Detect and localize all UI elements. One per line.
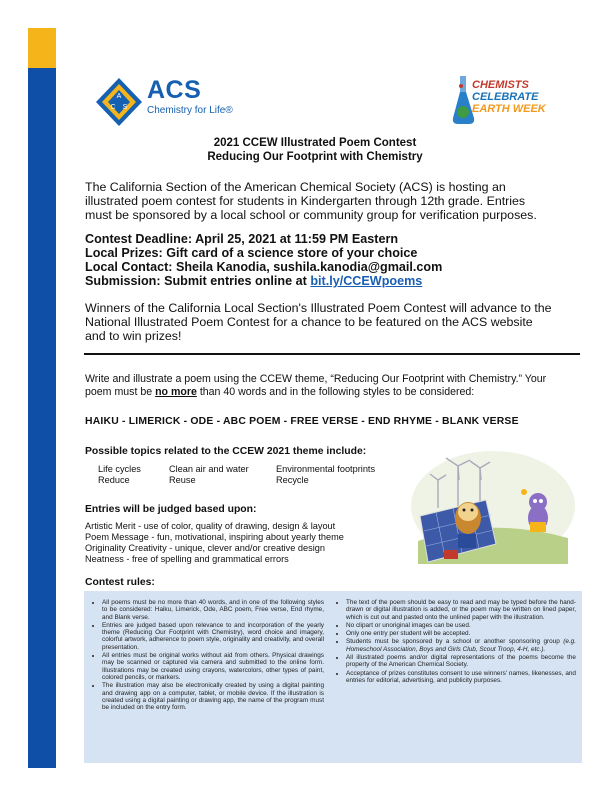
rule-item: • All illustrated poems and/or digital representations of the poems become the property of the American Chemical Society. — [346, 654, 576, 669]
contest-details — [85, 232, 442, 288]
rule-item — [346, 638, 576, 653]
ccew-line-celebrate: CELEBRATE — [472, 91, 539, 103]
rules-column-left — [90, 599, 324, 712]
contest-contact: Local Contact: Sheila Kanodia, sushila.kanodia@gmail.com — [85, 260, 443, 274]
emblem-letter-s: S — [122, 104, 128, 111]
rules-heading: Contest rules: — [85, 577, 155, 588]
instructions-emphasis: no more — [155, 386, 197, 398]
contest-submission — [85, 274, 442, 288]
solar-panel-illustration — [398, 446, 578, 574]
rule-item: • All entries must be original works without aid from others. Physical drawings may be scanned or captured via camera and submitted to the online form. Illustrations may be created using crayons, watercolors, other types of paint, colored pencils, or markers. — [102, 652, 324, 681]
topic-item: Reduce — [98, 475, 130, 485]
ccew-line-earth-week: EARTH WEEK — [472, 103, 546, 115]
judging-heading: Entries will be judged based upon: — [85, 504, 257, 515]
emblem-letter-c: C — [110, 104, 116, 111]
acs-wordmark: ACS — [147, 76, 202, 104]
judging-item: Poem Message - fun, motivational, inspiring about yearly theme — [85, 532, 344, 542]
topics-column-3 — [276, 464, 375, 486]
rules-column-right — [334, 599, 576, 685]
judging-list — [85, 521, 344, 565]
title-line-2: Reducing Our Footprint with Chemistry — [207, 151, 423, 163]
rule-item: • Acceptance of prizes constitutes consent to use winners' names, likenesses, and entries for editorial, advertising, and publicity purposes. — [346, 670, 576, 685]
submission-label: Submission: Submit entries online at — [85, 274, 311, 288]
instructions-part-1: Write and illustrate a poem using the CCEW theme, “Reducing Our Footprint with Chemistry.” Your poem must be — [85, 373, 547, 398]
title-line-1: 2021 CCEW Illustrated Poem Contest — [213, 137, 417, 149]
ccew-line-chemists: CHEMISTS — [472, 79, 529, 91]
rule-item: • All poems must be no more than 40 words, and in one of the following styles to be considered: Haiku, Limerick, Ode, ABC poem, Free verse, End rhyme, and Blank verse. — [102, 599, 324, 621]
acs-emblem-icon — [94, 76, 144, 128]
judging-item: Originality Creativity - unique, clever and/or creative design — [85, 543, 326, 553]
ccew-logo — [452, 72, 572, 132]
topic-item: Reuse — [169, 475, 196, 485]
rule-sponsor-example: (e.g. Homeschool Association, Boys and Girls Club, Scout Troop, 4-H, etc.). — [346, 638, 576, 653]
page-title — [80, 136, 550, 164]
contest-prizes: Local Prizes: Gift card of a science store of your choice — [85, 246, 418, 260]
contest-deadline: Contest Deadline: April 25, 2021 at 11:59 PM Eastern — [85, 232, 399, 246]
judging-item: Neatness - free of spelling and grammatical errors — [85, 554, 289, 564]
rule-item: • No clipart or unoriginal images can be used. — [346, 622, 576, 629]
acs-logo — [94, 76, 254, 128]
rule-item: • The text of the poem should be easy to read and may be typed before the hand-drawn or digital illustration is added, or the poem may be written on lined paper, which is cut out and pasted onto the unlined paper with the illustration. — [346, 599, 576, 621]
instructions-part-2: than 40 words and in the following styles to be considered: — [196, 386, 475, 398]
topics-column-2 — [169, 464, 249, 486]
emblem-letter-a: A — [116, 93, 122, 100]
accent-bar-yellow — [28, 28, 56, 68]
topic-item: Clean air and water — [169, 464, 249, 474]
judging-item: Artistic Merit - use of color, quality of drawing, design & layout — [85, 521, 336, 531]
accent-bar-blue — [28, 68, 56, 768]
submission-link[interactable]: bit.ly/CCEWpoems — [310, 274, 423, 288]
intro-paragraph: The California Section of the American Chemical Society (ACS) is hosting an illustrated poem contest for students in Kindergarten through 12th grade. Entries must be sponsored by a local school or community group for verification purposes. — [85, 180, 537, 222]
topics-heading: Possible topics related to the CCEW 2021 theme include: — [85, 446, 367, 457]
topic-item: Life cycles — [98, 464, 141, 474]
rule-sponsor-text: Students must be sponsored by a school or another sponsoring group — [346, 638, 560, 646]
poem-styles-line: HAIKU - LIMERICK - ODE - ABC POEM - FREE VERSE - END RHYME - BLANK VERSE — [85, 416, 519, 427]
topic-item: Environmental footprints — [276, 464, 376, 474]
instructions-paragraph — [85, 373, 575, 399]
rule-item: • Entries are judged based upon relevance to and incorporation of the yearly theme (Reducing Our Footprint with Chemistry), word choice and imagery, colorful artwork, adherence to poem style, originality and creativity, and overall presentation. — [102, 622, 324, 651]
rules-panel — [84, 591, 582, 763]
section-divider — [84, 353, 580, 355]
topics-column-1 — [98, 464, 141, 486]
rule-item: • Only one entry per student will be accepted. — [346, 630, 576, 637]
rule-item: • The illustration may also be electronically created by using a digital painting and drawing app on a computer, tablet, or mobile device. If the illustration is created using a digital painting or drawing app, the name of the program must be included on the entry form. — [102, 682, 324, 711]
winners-paragraph: Winners of the California Local Section's Illustrated Poem Contest will advance to the National Illustrated Poem Contest for a chance to be featured on the ACS website and to win prizes! — [85, 301, 552, 343]
acs-tagline: Chemistry for Life® — [147, 105, 233, 116]
topic-item: Recycle — [276, 475, 309, 485]
